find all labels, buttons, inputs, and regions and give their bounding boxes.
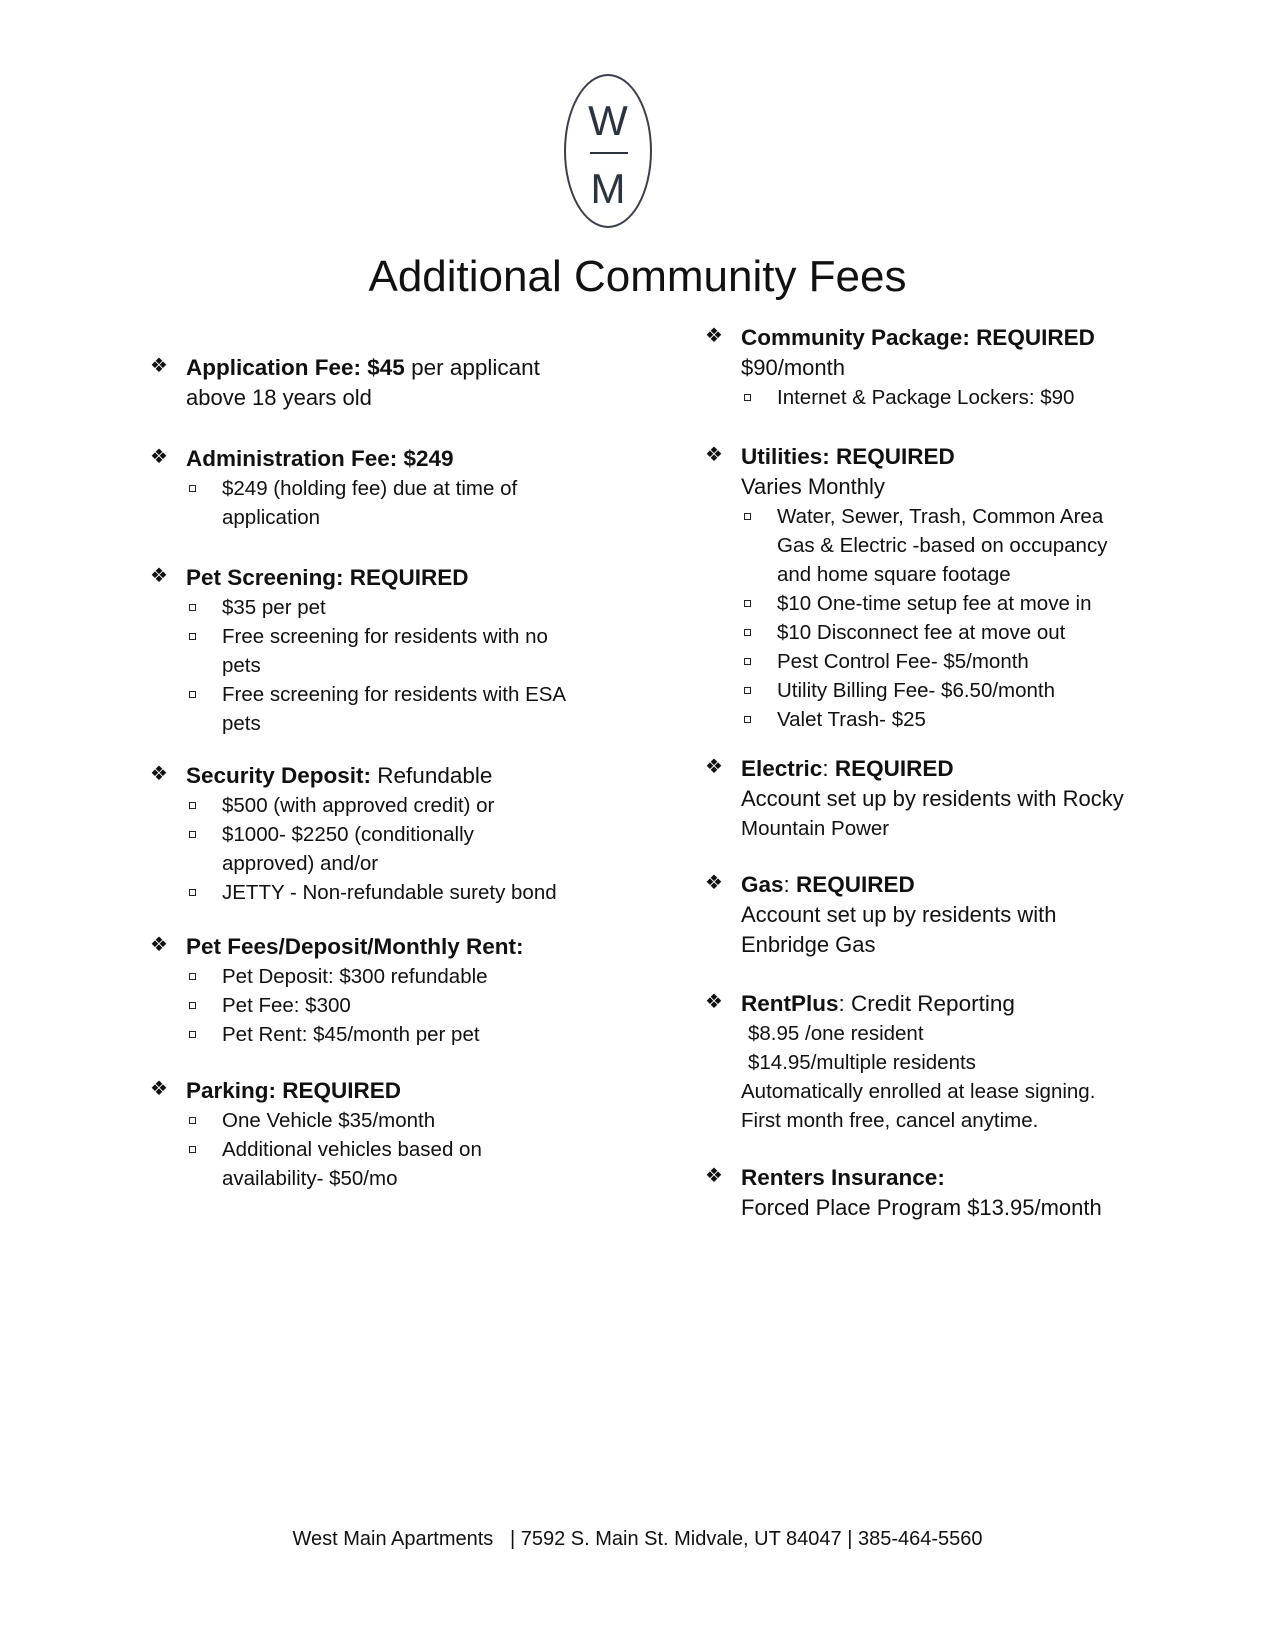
electric-provider: Mountain Power	[741, 817, 890, 840]
footer-address: West Main Apartments | 7592 S. Main St. Midvale, UT 84047 | 385-464-5560	[292, 1528, 983, 1550]
list-item: JETTY - Non-refundable surety bond	[222, 878, 587, 907]
diamond-bullet-icon: ❖	[150, 355, 168, 377]
list-item: $10 Disconnect fee at move out	[777, 618, 1132, 647]
list-item: Water, Sewer, Trash, Common Area Gas & Electric -based on occupancy and home square footage	[777, 502, 1132, 589]
diamond-bullet-icon: ❖	[150, 763, 168, 785]
list-item: $10 One-time setup fee at move in	[777, 589, 1132, 618]
list-item: One Vehicle $35/month	[222, 1106, 542, 1135]
gas-heading: ❖ Gas: REQUIRED	[705, 869, 1185, 900]
electric-heading: ❖ Electric: REQUIRED	[705, 753, 1185, 784]
rentplus-multi-price: $14.95/multiple residents	[748, 1051, 976, 1074]
administration-fee-heading: ❖ Administration Fee: $249	[150, 443, 590, 474]
list-item: Pet Deposit: $300 refundable	[222, 962, 590, 991]
diamond-bullet-icon: ❖	[150, 565, 168, 587]
community-package-list	[705, 383, 1185, 412]
pet-fees-section	[150, 931, 590, 1049]
parking-section	[150, 1075, 590, 1193]
diamond-bullet-icon: ❖	[705, 872, 723, 894]
parking-heading: ❖ Parking: REQUIRED	[150, 1075, 590, 1106]
pet-screening-heading: ❖ Pet Screening: REQUIRED	[150, 562, 590, 593]
list-item: Pet Fee: $300	[222, 991, 590, 1020]
list-item: $1000- $2250 (conditionally approved) and/or	[222, 820, 522, 878]
utilities-list	[705, 502, 1132, 734]
security-deposit-heading: ❖ Security Deposit: Refundable	[150, 760, 590, 791]
gas-section	[705, 869, 1185, 960]
list-item: Internet & Package Lockers: $90	[777, 383, 1185, 412]
diamond-bullet-icon: ❖	[150, 1078, 168, 1100]
renters-insurance-section	[705, 1162, 1185, 1223]
application-fee-section	[150, 352, 590, 413]
logo-letter-bottom: M	[590, 165, 626, 212]
rentplus-section	[705, 988, 1185, 1135]
electric-detail: Account set up by residents with Rocky	[741, 786, 1124, 811]
list-item: Pest Control Fee- $5/month	[777, 647, 1132, 676]
diamond-bullet-icon: ❖	[150, 446, 168, 468]
diamond-bullet-icon: ❖	[705, 444, 723, 466]
gas-provider: Enbridge Gas	[741, 932, 876, 957]
administration-fee-list	[150, 474, 590, 532]
utilities-heading: ❖ Utilities: REQUIRED	[705, 441, 1185, 472]
rentplus-single-price: $8.95 /one resident	[748, 1022, 924, 1045]
security-deposit-list	[150, 791, 587, 907]
pet-fees-list	[150, 962, 590, 1049]
community-package-section	[705, 322, 1185, 412]
logo-letter-top: W	[588, 97, 628, 144]
diamond-bullet-icon: ❖	[150, 934, 168, 956]
list-item: Free screening for residents with no pets	[222, 622, 582, 680]
rentplus-enrollment: Automatically enrolled at lease signing.	[741, 1080, 1096, 1103]
renters-insurance-detail: Forced Place Program $13.95/month	[741, 1195, 1102, 1220]
page-title: Additional Community Fees	[368, 252, 907, 301]
rentplus-cancel-note: First month free, cancel anytime.	[741, 1109, 1039, 1132]
diamond-bullet-icon: ❖	[705, 325, 723, 347]
security-deposit-section	[150, 760, 590, 907]
rentplus-heading: ❖ RentPlus: Credit Reporting	[705, 988, 1185, 1019]
parking-list	[150, 1106, 542, 1193]
administration-fee-section	[150, 443, 590, 532]
application-fee-detail: above 18 years old	[186, 385, 372, 410]
diamond-bullet-icon: ❖	[705, 756, 723, 778]
pet-fees-heading: ❖ Pet Fees/Deposit/Monthly Rent:	[150, 931, 590, 962]
electric-section	[705, 753, 1185, 843]
diamond-bullet-icon: ❖	[705, 1165, 723, 1187]
list-item: Additional vehicles based on availability- $50/mo	[222, 1135, 542, 1193]
list-item: $500 (with approved credit) or	[222, 791, 587, 820]
logo-divider	[590, 152, 628, 154]
logo	[564, 74, 652, 228]
community-package-heading: ❖ Community Package: REQUIRED	[705, 322, 1185, 353]
gas-detail: Account set up by residents with	[741, 902, 1057, 927]
utilities-note: Varies Monthly	[741, 474, 885, 499]
list-item: Utility Billing Fee- $6.50/month	[777, 676, 1132, 705]
list-item: $35 per pet	[222, 593, 582, 622]
list-item: Free screening for residents with ESA pets	[222, 680, 582, 738]
renters-insurance-heading: ❖ Renters Insurance:	[705, 1162, 1185, 1193]
pet-screening-section	[150, 562, 590, 738]
pet-screening-list	[150, 593, 582, 738]
list-item: Pet Rent: $45/month per pet	[222, 1020, 590, 1049]
list-item: Valet Trash- $25	[777, 705, 1132, 734]
diamond-bullet-icon: ❖	[705, 991, 723, 1013]
utilities-section	[705, 441, 1185, 734]
community-package-price: $90/month	[741, 355, 845, 380]
list-item: $249 (holding fee) due at time of application	[222, 474, 562, 532]
application-fee-heading: ❖ Application Fee: $45 per applicant	[150, 352, 590, 383]
